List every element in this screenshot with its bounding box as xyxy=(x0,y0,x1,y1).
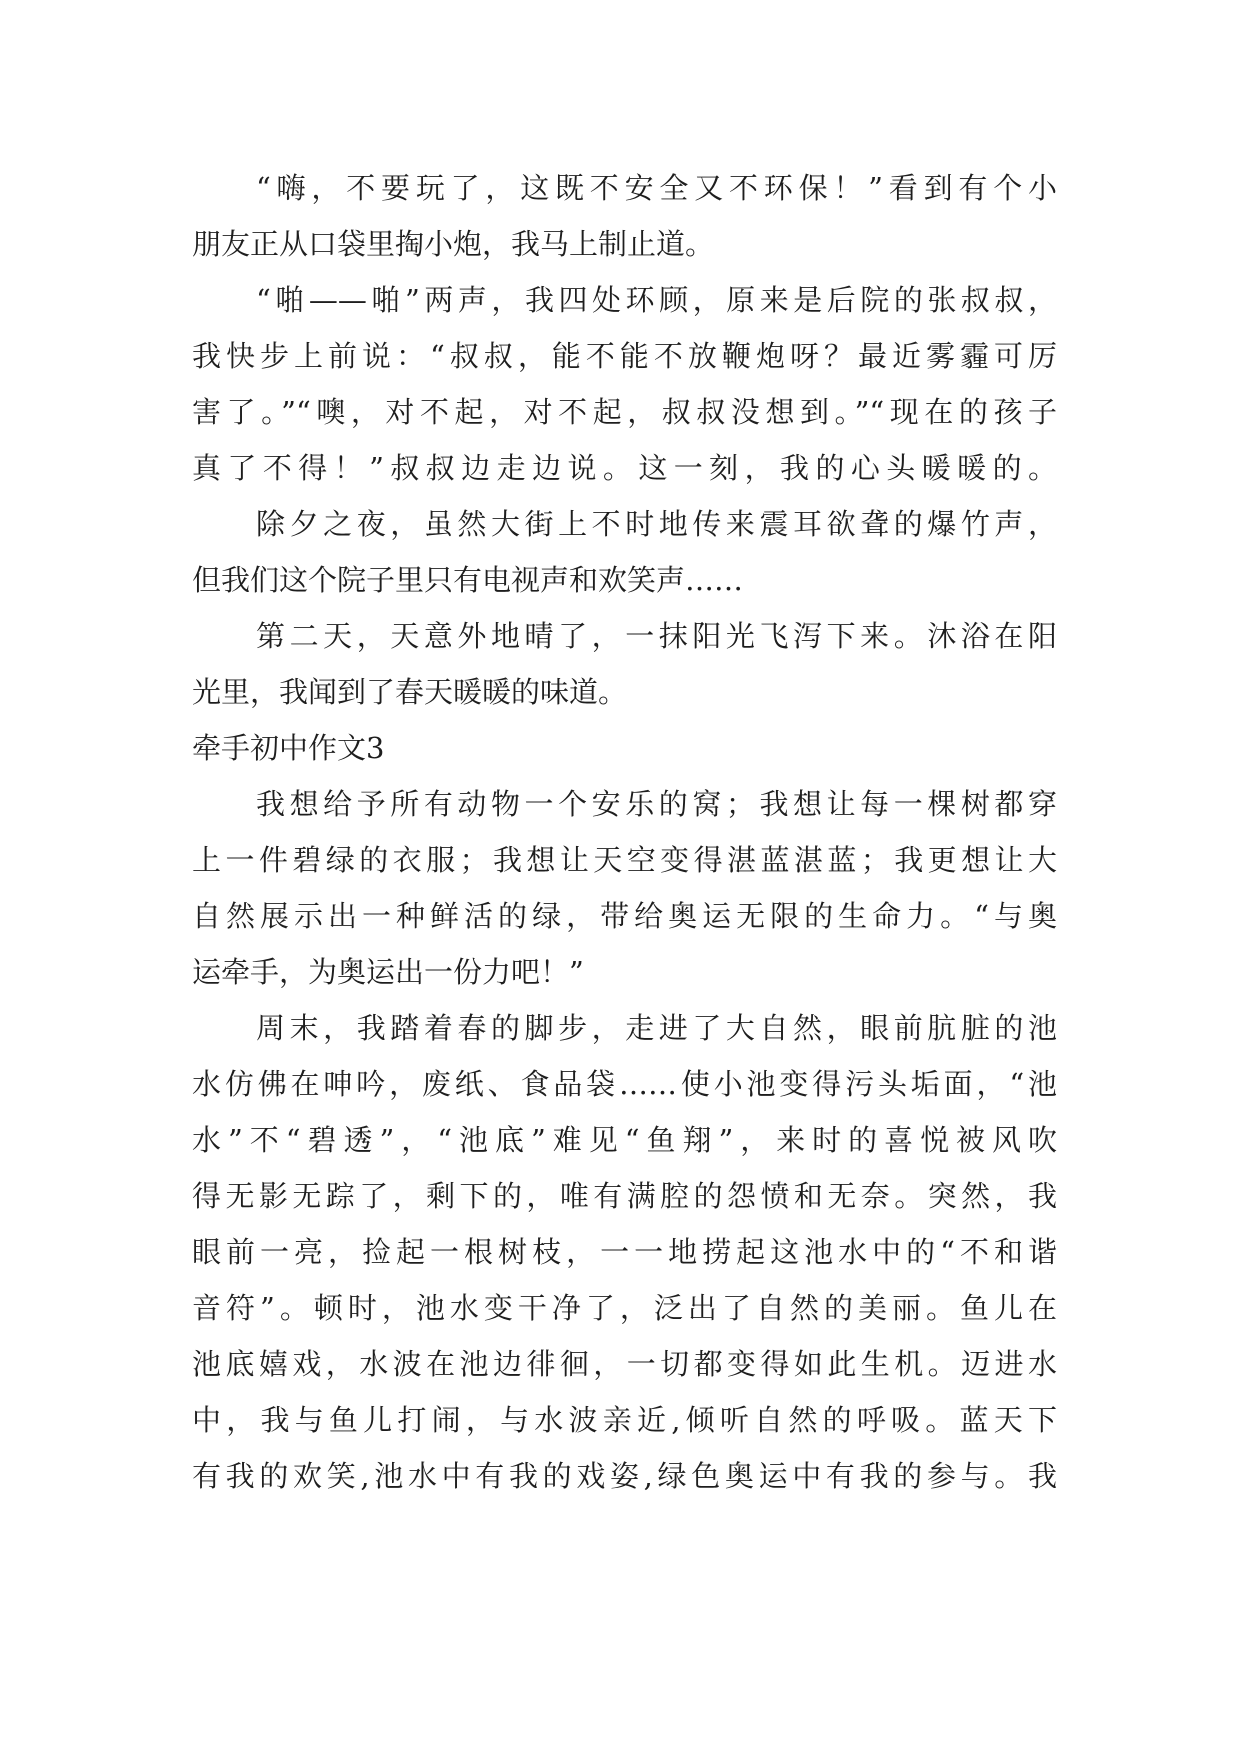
text-line: 光里，我闻到了春天暖暖的味道。 xyxy=(192,675,628,709)
text-line: 上一件碧绿的衣服；我想让天空变得湛蓝湛蓝；我更想让大 xyxy=(192,843,1057,877)
text-line: 害了。”“噢，对不起，对不起，叔叔没想到。”“现在的孩子 xyxy=(192,395,1057,429)
text-line: 有我的欢笑,池水中有我的戏姿,绿色奥运中有我的参与。我 xyxy=(192,1459,1057,1493)
text-line: “啪——啪”两声，我四处环顾，原来是后院的张叔叔， xyxy=(256,283,1057,317)
text-line: 周末，我踏着春的脚步，走进了大自然，眼前肮脏的池 xyxy=(256,1011,1057,1045)
text-line: 得无影无踪了，剩下的，唯有满腔的怨愤和无奈。突然，我 xyxy=(192,1179,1057,1213)
text-line: 除夕之夜，虽然大街上不时地传来震耳欲聋的爆竹声， xyxy=(256,507,1057,541)
text-line: 我快步上前说：“叔叔，能不能不放鞭炮呀？最近雾霾可厉 xyxy=(192,339,1057,373)
text-line: 水”不“碧透”，“池底”难见“鱼翔”，来时的喜悦被风吹 xyxy=(192,1123,1057,1157)
text-line: 真了不得！”叔叔边走边说。这一刻，我的心头暖暖的。 xyxy=(192,451,1057,485)
text-line: 池底嬉戏，水波在池边徘徊，一切都变得如此生机。迈进水 xyxy=(192,1347,1057,1381)
text-line: 我想给予所有动物一个安乐的窝；我想让每一棵树都穿 xyxy=(256,787,1057,821)
text-line: 水仿佛在呻吟，废纸、食品袋……使小池变得污头垢面，“池 xyxy=(192,1067,1057,1101)
text-line: 但我们这个院子里只有电视声和欢笑声…… xyxy=(192,563,744,597)
document-page xyxy=(192,160,1057,1504)
text-line: 音符”。顿时，池水变干净了，泛出了自然的美丽。鱼儿在 xyxy=(192,1291,1057,1325)
text-line: 第二天，天意外地晴了，一抹阳光飞泻下来。沐浴在阳 xyxy=(256,619,1057,653)
text-line: 运牵手，为奥运出一份力吧！” xyxy=(192,955,584,989)
text-line: 眼前一亮，捡起一根树枝，一一地捞起这池水中的“不和谐 xyxy=(192,1235,1057,1269)
text-line: 中，我与鱼儿打闹，与水波亲近,倾听自然的呼吸。蓝天下 xyxy=(192,1403,1057,1437)
text-line: 朋友正从口袋里掏小炮，我马上制止道。 xyxy=(192,227,715,261)
text-line: 自然展示出一种鲜活的绿，带给奥运无限的生命力。“与奥 xyxy=(192,899,1057,933)
text-line: “嗨，不要玩了，这既不安全又不环保！”看到有个小 xyxy=(256,171,1057,205)
section-heading: 牵手初中作文3 xyxy=(192,731,385,765)
